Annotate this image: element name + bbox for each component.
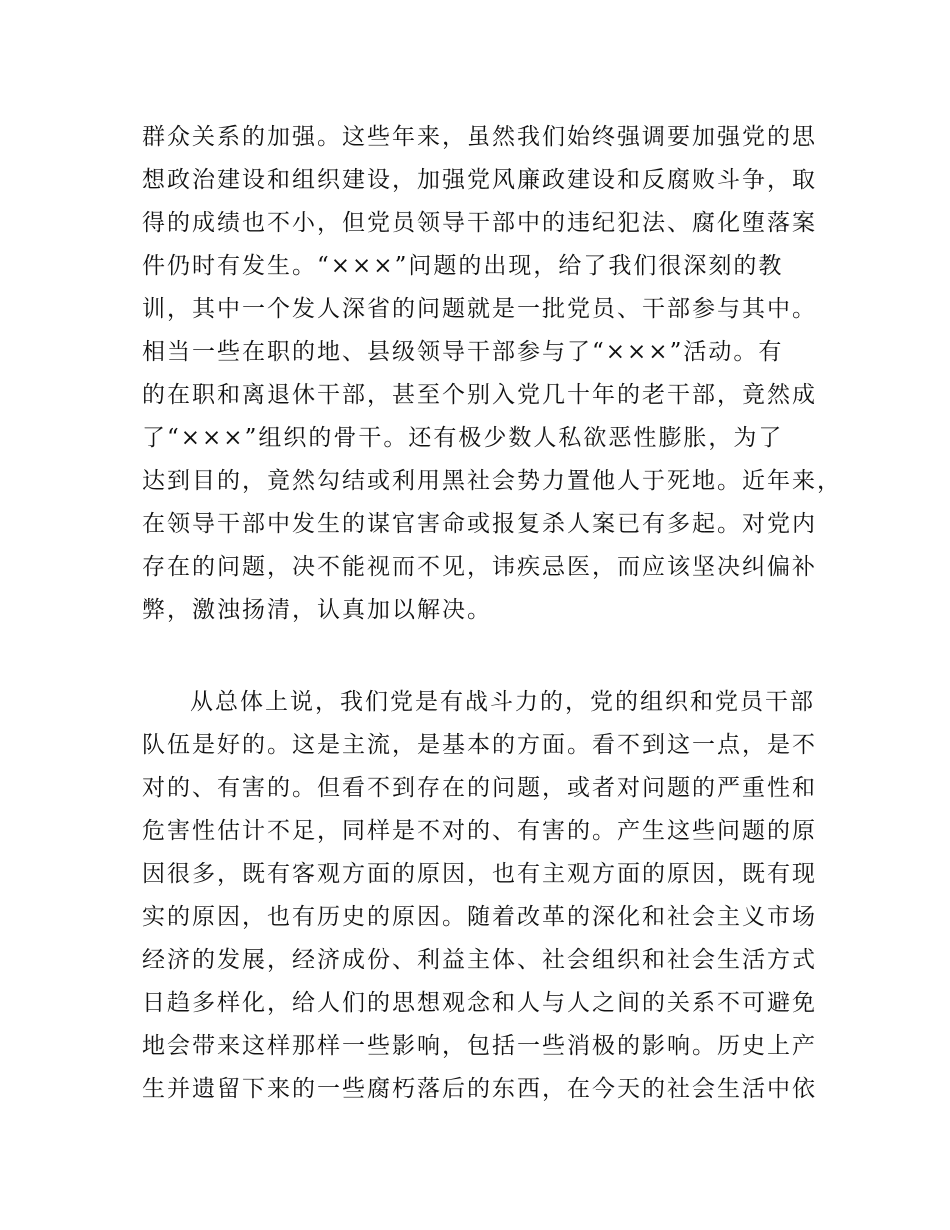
text-line: 达到目的，竟然勾结或利用黑社会势力置他人于死地。近年来，	[142, 468, 842, 494]
text-line: 相当一些在职的地、县级领导干部参与了“×××”活动。有	[142, 339, 784, 365]
text-line: 想政治建设和组织建设，加强党风廉政建设和反腐败斗争，取	[142, 167, 817, 193]
text-line: 得的成绩也不小，但党员领导干部中的违纪犯法、腐化堕落案	[142, 210, 817, 236]
text-line: 群众关系的加强。这些年来，虽然我们始终强调要加强党的思	[142, 124, 817, 150]
text-line: 日趋多样化，给人们的思想观念和人与人之间的关系不可避免	[142, 990, 817, 1016]
text-line: 地会带来这样那样一些影响，包括一些消极的影响。历史上产	[142, 1033, 817, 1059]
text-line: 的在职和离退休干部，甚至个别入党几十年的老干部，竟然成	[142, 382, 817, 408]
text-line: 存在的问题，决不能视而不见，讳疾忌医，而应该坚决纠偏补	[142, 554, 817, 580]
text-line: 在领导干部中发生的谋官害命或报复杀人案已有多起。对党内	[142, 511, 817, 537]
text-line: 队伍是好的。这是主流，是基本的方面。看不到这一点，是不	[142, 732, 817, 758]
text-line: 因很多，既有客观方面的原因，也有主观方面的原因，既有现	[142, 861, 817, 887]
text-line: 危害性估计不足，同样是不对的、有害的。产生这些问题的原	[142, 818, 817, 844]
text-line: 训，其中一个发人深省的问题就是一批党员、干部参与其中。	[142, 296, 817, 322]
text-line: 经济的发展，经济成份、利益主体、社会组织和社会生活方式	[142, 947, 817, 973]
text-line: 弊，激浊扬清，认真加以解决。	[142, 597, 492, 623]
text-line: 对的、有害的。但看不到存在的问题，或者对问题的严重性和	[142, 775, 817, 801]
text-line: 实的原因，也有历史的原因。随着改革的深化和社会主义市场	[142, 904, 817, 930]
text-line: 了“×××”组织的骨干。还有极少数人私欲恶性膨胀，为了	[142, 425, 784, 451]
text-line: 生并遗留下来的一些腐朽落后的东西，在今天的社会生活中依	[142, 1076, 817, 1102]
text-line: 件仍时有发生。“×××”问题的出现，给了我们很深刻的教	[142, 253, 784, 279]
text-line: 从总体上说，我们党是有战斗力的，党的组织和党员干部	[190, 689, 815, 715]
